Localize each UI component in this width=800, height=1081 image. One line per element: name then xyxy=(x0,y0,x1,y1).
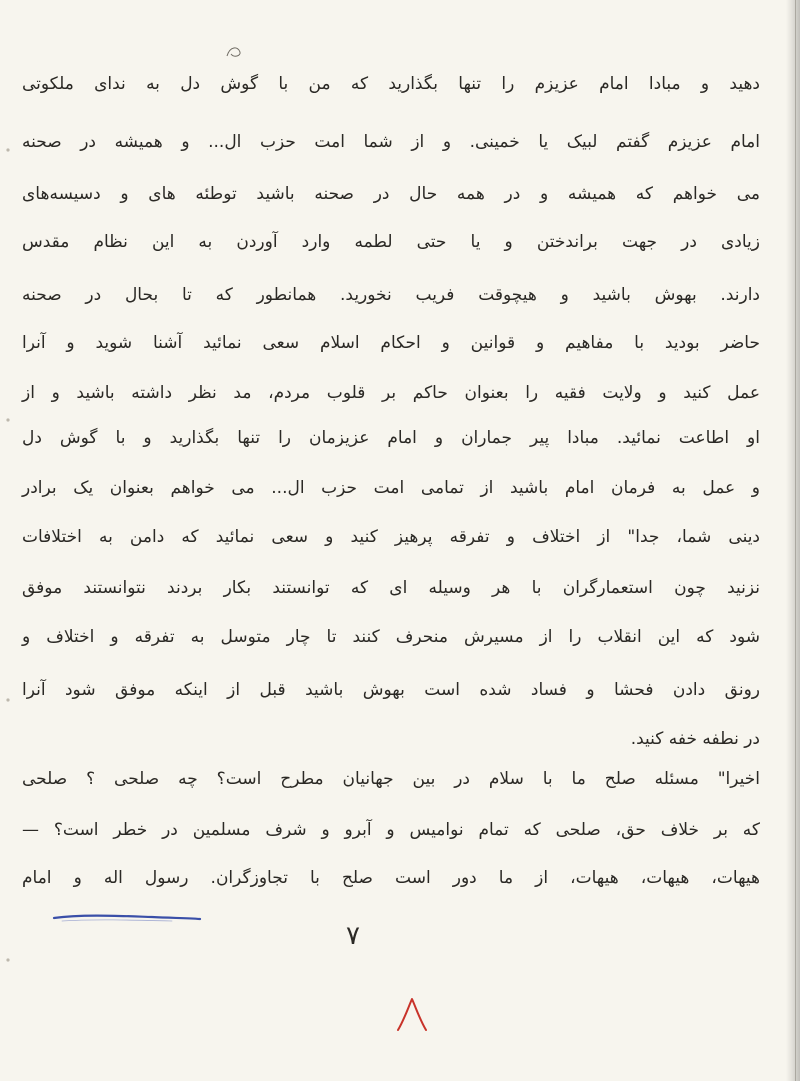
page-edge-shadow xyxy=(786,0,800,1081)
text-line: دارند. بهوش باشید و هیچوقت فریب نخورید. همانطور که تا بحال در صحنه xyxy=(22,285,760,305)
text-line: و عمل به فرمان امام باشید از تمامی امت حزب ال... می خواهم بعنوان یک برادر xyxy=(22,478,760,498)
page-number: ۷ xyxy=(346,921,360,951)
text-line: حاضر بودید با مفاهیم و قوانین و احکام اسلام سعی نمائید آشنا شوید و آنرا xyxy=(22,333,760,353)
text-line: دهید و مبادا امام عزیزم را تنها بگذارید که من با گوش دل به ندای ملکوتی xyxy=(22,74,760,94)
text-line: او اطاعت نمائید. مبادا پیر جماران و امام عزیزمان را تنها بگذارید و با گوش دل xyxy=(22,428,760,448)
text-line: هیهات، هیهات، هیهات، از ما دور است صلح با تجاوزگران. رسول اله و امام xyxy=(22,868,760,888)
text-line: شود که این انقلاب را از مسیرش منحرف کنند تا چار متوسل به تفرقه و اختلاف و xyxy=(22,627,760,647)
text-line: عمل کنید و ولایت فقیه را بعنوان حاکم بر قلوب مردم، مد نظر داشته باشید و از xyxy=(22,383,760,403)
text-line: دینی شما، جدا" از اختلاف و تفرقه پرهیز کنید و سعی نمائید که دامن به اختلافات xyxy=(22,527,760,547)
text-line: در نطفه خفه کنید. xyxy=(630,729,760,749)
text-line: امام عزیزم گفتم لبیک یا خمینی. و از شما امت حزب ال... و همیشه در صحنه xyxy=(22,132,760,152)
text-line: زیادی در جهت براندختن و یا حتی لطمه وارد آوردن به این نظام مقدس xyxy=(22,232,760,252)
red-handwritten-number xyxy=(392,994,432,1034)
text-line: اخیرا" مسئله صلح ما با سلام در بین جهانیان مطرح است؟ چه صلحی ؟ صلحی xyxy=(22,769,760,789)
blue-pen-stroke xyxy=(52,906,202,928)
text-line: که بر خلاف حق، صلحی که تمام نوامیس و آبرو و شرف مسلمین در خطر است؟ — xyxy=(22,820,760,840)
text-line: می خواهم که همیشه و در همه حال در صحنه باشید توطئه های و دسیسه‌های xyxy=(22,184,760,204)
handwritten-text-body xyxy=(22,0,760,1000)
text-line: رونق دادن فحشا و فساد شده است بهوش باشید قبل از اینکه موفق شود آنرا xyxy=(22,680,760,700)
text-line: نزنید چون استعمارگران با هر وسیله ای که توانستند بکار بردند نتوانستند موفق xyxy=(22,578,760,598)
